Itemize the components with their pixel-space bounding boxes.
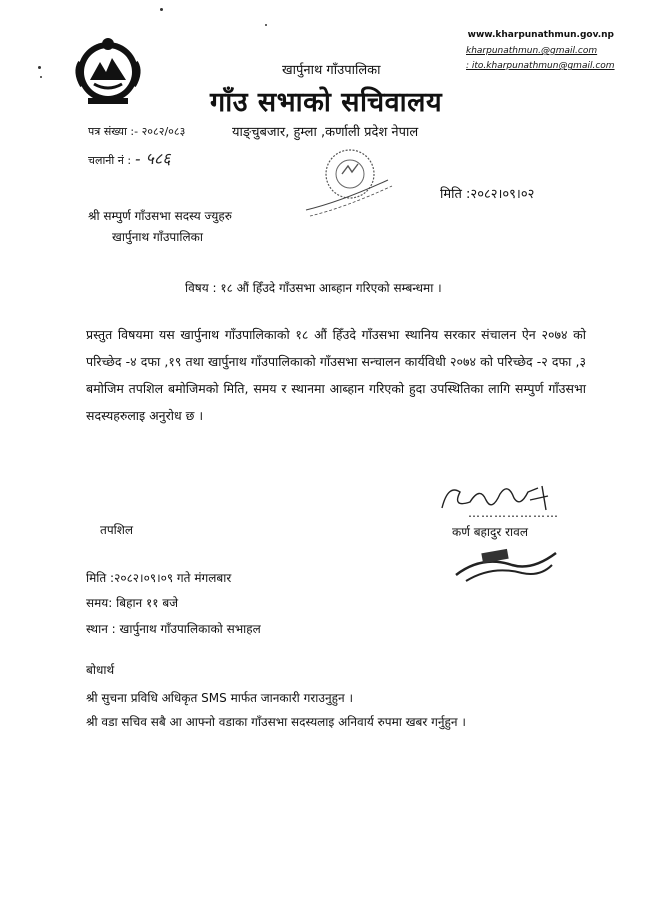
scan-speck	[160, 8, 163, 11]
office-title: गाँउ सभाको सचिवालय	[210, 87, 443, 118]
email-primary: kharpunathmun.@gmail.com	[466, 46, 598, 56]
dispatch-number	[88, 147, 171, 169]
office-address: याङ्चुबजार, हुम्ला ,कर्णाली प्रदेश नेपाल	[232, 125, 419, 140]
signatory-name: कर्ण बहादुर रावल	[452, 525, 528, 539]
scan-speck	[40, 76, 42, 78]
cc-line-2: श्री वडा सचिव सबै आ आफ्नो वडाका गाँउसभा सदस्यलाइ अनिवार्य रुपमा खबर गर्नुहुन ।	[86, 715, 466, 729]
dispatch-value: - ५८६	[135, 149, 171, 168]
meeting-venue: स्थान : खार्पुनाथ गाँउपालिकाको सभाहल	[86, 622, 261, 636]
reference-value: - २०८२/०८३	[134, 125, 186, 138]
meeting-date: मिति :२०८२।०९।०९ गते मंगलबार	[86, 571, 232, 585]
cc-heading: बोधार्थ	[86, 663, 115, 677]
letter-subject: विषय : १८ औं हिँउदे गाँउसभा आब्हान गरिएको सम्बन्धमा ।	[185, 281, 442, 295]
signatory-stamp	[452, 545, 562, 585]
nepal-emblem-logo	[70, 32, 146, 108]
website-text: www.kharpunathmun.gov.np	[467, 30, 614, 40]
recipient-line-2: खार्पुनाथ गाँउपालिका	[112, 230, 203, 244]
meeting-time: समय: बिहान ११ बजे	[86, 596, 179, 610]
reference-number	[88, 124, 185, 139]
scan-speck	[38, 66, 41, 69]
cc-line-1: श्री सुचना प्रविधि अधिकृत SMS मार्फत जानकारी गराउनुहुन ।	[86, 691, 353, 705]
office-seal-stamp	[300, 144, 396, 220]
details-heading: तपशिल	[100, 523, 134, 537]
recipient-line-1: श्री सम्पुर्ण गाँउसभा सदस्य ज्युहरु	[88, 209, 232, 223]
municipality-name: खार्पुनाथ गाँउपालिका	[282, 63, 381, 78]
dispatch-label: चलानी नं :	[88, 154, 132, 167]
signature-line: …………………	[468, 506, 559, 520]
scan-speck	[265, 24, 267, 26]
letter-date: मिति :२०८२।०९।०२	[440, 187, 535, 202]
reference-label: पत्र संख्या :	[88, 125, 135, 138]
email-secondary: : ito.kharpunathmun@gmail.com	[466, 61, 615, 71]
letter-body: प्रस्तुत विषयमा यस खार्पुनाथ गाँउपालिकाको १८ औं हिँउदे गाँउसभा स्थानिय सरकार संचालन ऐन २०७४ को परिच्छेद -४ दफा ,१९ तथा खार्पुनाथ गाँउपालिकाको गाँउसभा सन्चालन कार्यविधी २०७४ को परिच्छेद -२ दफा ,३ बमोजिम तपशिल बमोजिमको मिति, समय र स्थानमा आब्हान गरिएको हुदा उपस्थितिका लागि सम्पुर्ण गाँउसभा सदस्यहरुलाइ अनुरोध छ ।	[86, 327, 586, 423]
